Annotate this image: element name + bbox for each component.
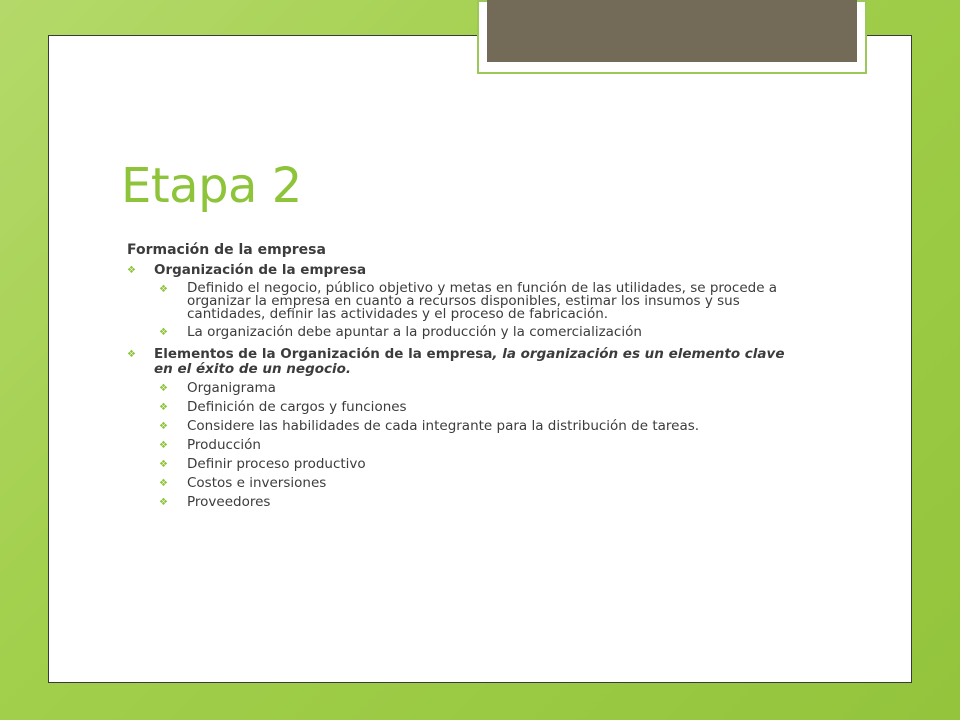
list-subitem-label: Proveedores xyxy=(187,494,271,510)
list-subitem-label: Costos e inversiones xyxy=(187,475,327,491)
list-subitem-label: Considere las habilidades de cada integrante para la distribución de tareas. xyxy=(187,418,700,434)
list-subitem-label: Definición de cargos y funciones xyxy=(187,399,407,415)
list-item-label-italic: , la organización es un elemento clave en el éxito de un negocio. xyxy=(154,346,785,377)
list-subitem xyxy=(159,438,787,453)
list-item xyxy=(127,263,787,278)
square-four-petal-icon: ❖ xyxy=(159,440,168,451)
list-subitem-label: Definido el negocio, público objetivo y metas en función de las utilidades, se procede a organizar la empresa en cuanto a recursos disponibles, estimar los insumos y sus cantidades, definir las actividades y el proceso de fabricación. xyxy=(187,280,778,322)
list-item-label-bold: Elementos de la Organización de la empresa xyxy=(154,346,493,362)
square-four-petal-icon: ❖ xyxy=(159,383,168,394)
slide-content xyxy=(127,242,787,514)
list-subitem-label: La organización debe apuntar a la producción y la comercialización xyxy=(187,324,642,340)
square-four-petal-icon: ❖ xyxy=(127,349,136,360)
list-subitem xyxy=(159,400,787,415)
list-subitem xyxy=(159,457,787,472)
list-subitem xyxy=(159,325,787,340)
list-subitem xyxy=(159,419,787,434)
list-item-label: Organización de la empresa xyxy=(154,262,367,278)
section-heading: Formación de la empresa xyxy=(127,242,326,258)
square-four-petal-icon: ❖ xyxy=(159,497,168,508)
list-item xyxy=(127,347,787,377)
list-subitem xyxy=(159,381,787,396)
list-subitem-label: Producción xyxy=(187,437,261,453)
square-four-petal-icon: ❖ xyxy=(159,478,168,489)
square-four-petal-icon: ❖ xyxy=(159,402,168,413)
square-four-petal-icon: ❖ xyxy=(159,284,168,295)
square-four-petal-icon: ❖ xyxy=(159,327,168,338)
square-four-petal-icon: ❖ xyxy=(159,459,168,470)
square-four-petal-icon: ❖ xyxy=(159,421,168,432)
list-subitem xyxy=(159,282,787,321)
square-four-petal-icon: ❖ xyxy=(127,265,136,276)
list-item-label xyxy=(154,347,787,377)
slide-title: Etapa 2 xyxy=(121,158,302,214)
list-subitem-label: Definir proceso productivo xyxy=(187,456,366,472)
accent-block xyxy=(487,0,857,62)
list-subitem-label: Organigrama xyxy=(187,380,276,396)
list-subitem xyxy=(159,495,787,510)
list-subitem xyxy=(159,476,787,491)
